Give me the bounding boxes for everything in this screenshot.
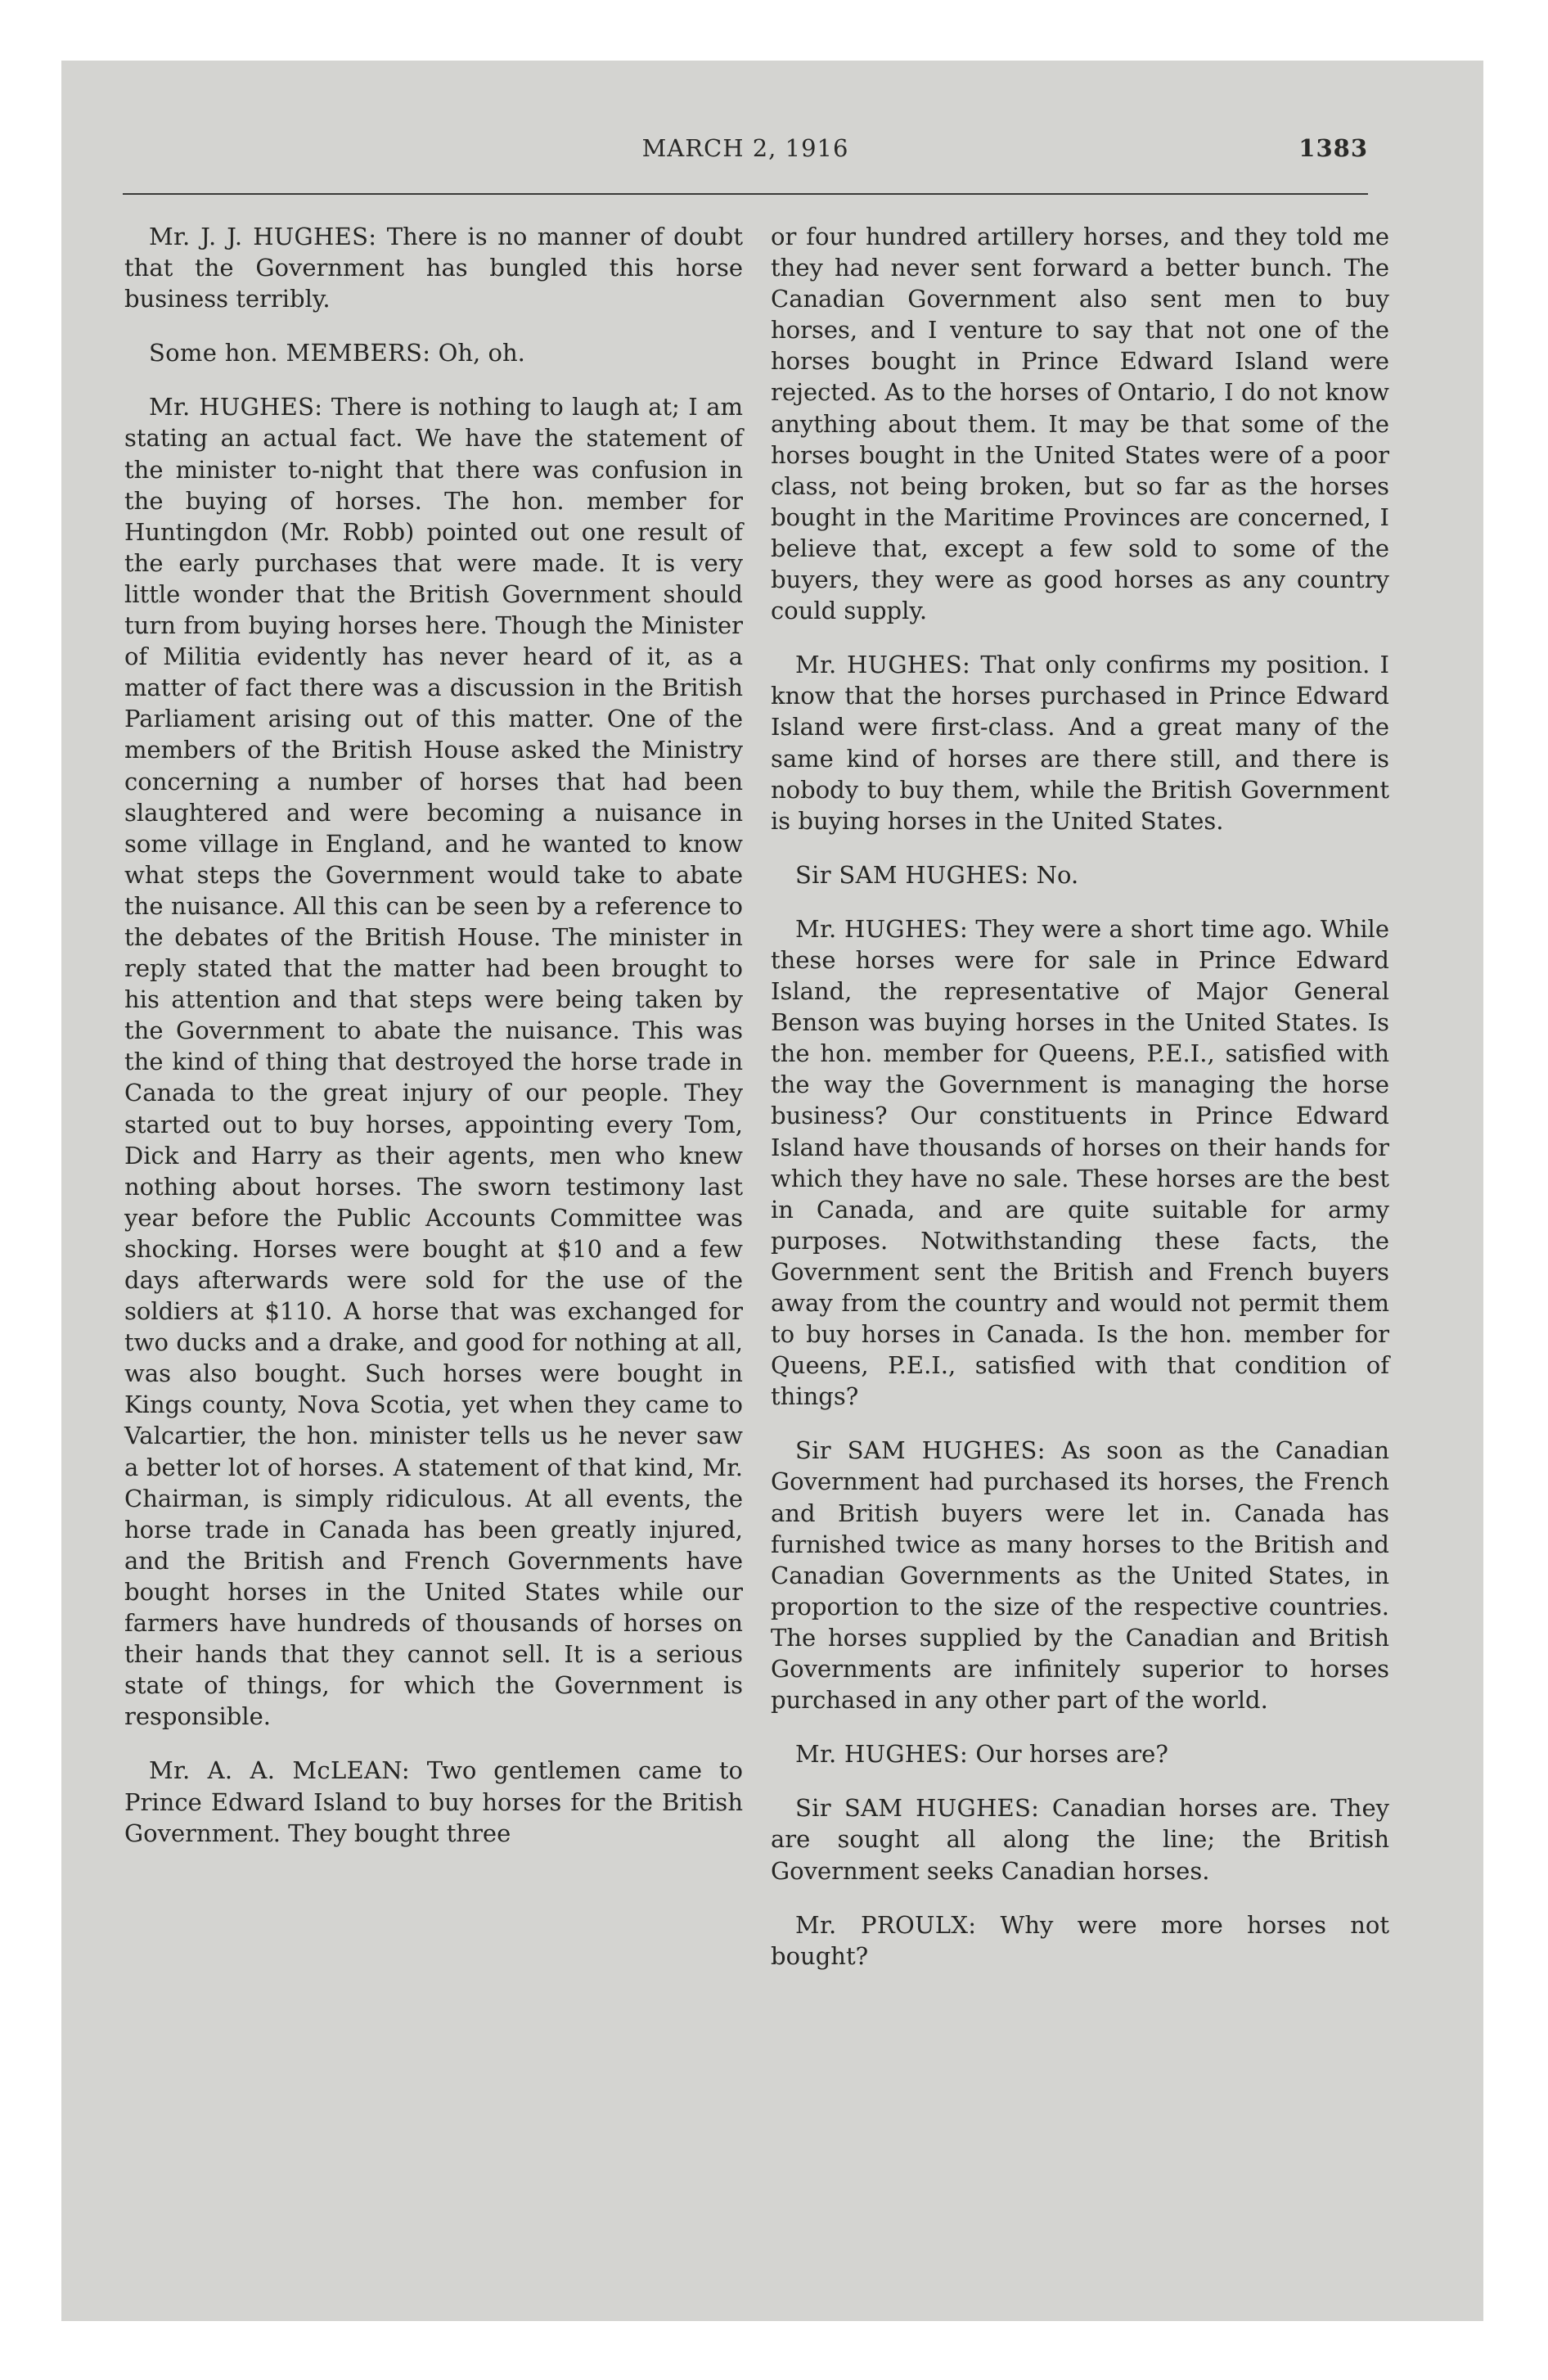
paragraph <box>771 1792 1389 1886</box>
paragraph <box>771 221 1389 626</box>
speaker-name: Mr. HUGHES: <box>795 651 971 679</box>
speaker-name: Sir SAM HUGHES: <box>795 1794 1040 1823</box>
speaker-name: Mr. HUGHES: <box>149 393 323 421</box>
right-column <box>771 221 1389 1995</box>
speech-text: No. <box>1028 860 1079 889</box>
paragraph <box>771 913 1389 1413</box>
speech-text: Two gentlemen came to Prince Edward Island to buy horses for the British Government. They bought three <box>124 1756 743 1847</box>
page-number: 1383 <box>1298 134 1368 162</box>
speech-text: Canadian horses are. They are sought all along the line; the British Government seeks Canadian horses. <box>771 1794 1390 1885</box>
speech-text: There is no manner of doubt that the Government has bungled this horse business terribly. <box>124 223 744 313</box>
page-header <box>123 134 1368 183</box>
speech-text: As soon as the Canadian Government had purchased its horses, the French and British buyers were let in. Canada has furnished twice as many horses to the British and Canadian Governments as the United States, in proportion to the size of the respective countries. The horses supplied by the Canadian and British Governments are infinitely superior to horses purchased in any other part of the world. <box>771 1436 1390 1715</box>
speech-text: They were a short time ago. While these horses were for sale in Prince Edward Island, the representative of Major General Benson was buying horses in the United States. Is the hon. member for Queens, P.E.I., satisfied with the way the Government is managing the horse business? Our constituents in Prince Edward Island have thousands of horses on their hands for which they have no sale. These horses are the best in Canada, and are quite suitable for army purposes. Notwithstanding these facts, the Government sent the British and French buyers away from the country and would not permit them to buy horses in Canada. Is the hon. member for Queens, P.E.I., satisfied with that condition of things? <box>771 914 1389 1411</box>
paragraph <box>771 649 1389 836</box>
header-rule <box>123 193 1368 195</box>
speech-text: Our horses are? <box>968 1740 1168 1769</box>
speaker-name: Mr. PROULX: <box>795 1910 977 1939</box>
left-column <box>124 221 743 1872</box>
paragraph <box>124 1755 743 1848</box>
paragraph <box>124 221 743 314</box>
paragraph <box>771 1435 1389 1715</box>
speech-text: Why were more horses not bought? <box>771 1910 1389 1970</box>
speaker-name: Sir SAM HUGHES: <box>795 1436 1046 1465</box>
speaker-name: Some hon. MEMBERS: <box>149 339 431 367</box>
speech-text: There is nothing to laugh at; I am stating an actual fact. We have the statement of the minister to-night that there was confusion in the buying of horses. The hon. member for Huntingdon (Mr. Robb) pointed out one result of the early purchases that were made. It is very little wonder that the British Government should turn from buying horses here. Though the Minister of Militia evidently has never heard of it, as a matter of fact there was a discussion in the British Parliament arising out of this matter. One of the members of the British House asked the Ministry concerning a number of horses that had been slaughtered and were becoming a nuisance in some village in England, and he wanted to know what steps the Government would take to abate the nuisance. All this can be seen by a reference to the debates of the British House. The minister in reply stated that the matter had been brought to his attention and that steps were being taken by the Government to abate the nuisance. This was the kind of thing that destroyed the horse trade in Canada to the great injury of our people. They started out to buy horses, appointing every Tom, Dick and Harry as their agents, men who knew nothing about horses. The sworn testimony last year before the Public Accounts Committee was shocking. Horses were bought at $10 and a few days afterwards were sold for the use of the soldiers at $110. A horse that was exchanged for two ducks and a drake, and good for nothing at all, was also bought. Such horses were bought in Kings county, Nova Scotia, yet when they came to Valcartier, the hon. minister tells us he never saw a better lot of horses. A statement of that kind, Mr. Chairman, is simply ridiculous. At all events, the horse trade in Canada has been greatly injured, and the British and French Governments have bought horses in the United States while our farmers have hundreds of thousands of horses on their hands that they cannot sell. It is a serious state of things, for which the Government is responsible. <box>124 393 743 1731</box>
speaker-name: Mr. A. A. McLEAN: <box>149 1756 410 1785</box>
speaker-name: Mr. HUGHES: <box>795 914 969 943</box>
speech-text: That only confirms my position. I know that the horses purchased in Prince Edward Island were first-class. And a great many of the same kind of horses are there still, and there is nobody to buy them, while the British Government is buying horses in the United States. <box>771 651 1389 835</box>
paragraph <box>124 391 743 1732</box>
paragraph <box>771 859 1389 890</box>
paragraph <box>771 1738 1389 1769</box>
speaker-name: Mr. J. J. HUGHES: <box>149 223 377 250</box>
paragraph <box>124 337 743 368</box>
speech-text: Oh, oh. <box>430 339 525 367</box>
header-date: MARCH 2, 1916 <box>641 134 849 162</box>
paragraph <box>771 1909 1389 1972</box>
speaker-name: Mr. HUGHES: <box>795 1740 969 1769</box>
speech-text: or four hundred artillery horses, and they told me they had never sent forward a better bunch. The Canadian Government also sent men to buy horses, and I venture to say that not one of the horses bought in Prince Edward Island were rejected. As to the horses of Ontario, I do not know anything about them. It may be that some of the horses bought in the United States were of a poor class, not being broken, but so far as the horses bought in the Maritime Provinces are concerned, I believe that, except a few sold to some of the buyers, they were as good horses as any country could supply. <box>771 223 1389 625</box>
speaker-name: Sir SAM HUGHES: <box>795 860 1029 889</box>
